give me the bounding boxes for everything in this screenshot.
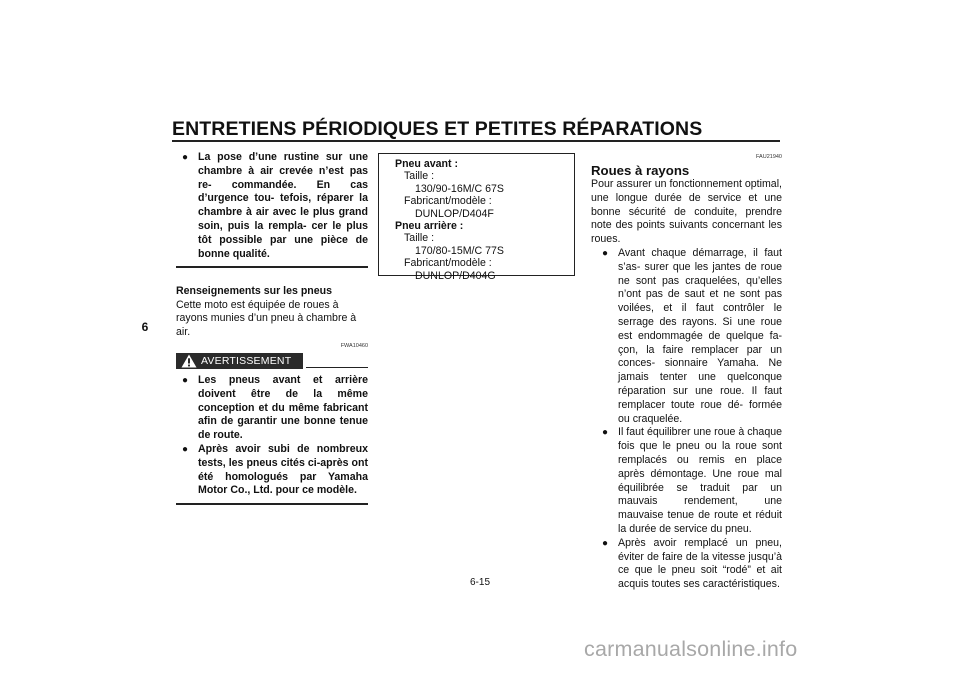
left-column — [176, 151, 368, 505]
list-item: ● La pose d’une rustine sur une chambre à air crevée n’est pas re- commandée. En cas d’urgence tou- tefois, réparer la chambre à air avec le plus grand soin, puis la rempla- cer le plus tôt possible par une pièce de bonne qualité. — [182, 151, 368, 260]
front-maker-value: DUNLOP/D404F — [415, 207, 494, 220]
rear-maker-value: DUNLOP/D404G — [415, 269, 496, 282]
divider — [176, 266, 368, 268]
intro-text: Pour assurer un fonctionnement optimal, une longue durée de service et une bonne sécurité de conduite, prendre note des points suivants concernant les roues. — [591, 178, 782, 246]
watermark: carmanualsonline.info — [584, 637, 798, 661]
rear-maker-label: Fabricant/modèle : — [404, 257, 492, 270]
page-title: ENTRETIENS PÉRIODIQUES ET PETITES RÉPARATIONS — [172, 118, 703, 140]
tire-spec-box — [378, 153, 575, 282]
front-maker-label: Fabricant/modèle : — [404, 195, 492, 208]
rear-size-label: Taille : — [404, 232, 435, 245]
bullet-icon: ● — [182, 375, 189, 387]
bullet-icon: ● — [182, 444, 189, 456]
warning-badge: AVERTISSEMENT — [176, 353, 303, 369]
list-item: ● Avant chaque démarrage, il faut s’as- surer que les jantes de roue ne sont pas craquelées, qu’elles n’ont pas de saut et ne sont pas voilées, et il faut contrôler le serrage des rayons. Si une roue est endommagée de quelque fa- çon, la faire remplacer par un conces- sionnaire Yamaha. Ne jamais tenter une quelconque réparation sur une roue. Il faut remplacer toute roue dé- formée ou craquelée. — [602, 246, 782, 425]
rear-size-value: 170/80-15M/C 77S — [415, 244, 504, 257]
divider — [176, 503, 368, 505]
warning-code: FWA10460 — [340, 343, 368, 350]
list-item: ● Après avoir subi de nombreux tests, les pneus cités ci-après ont été homologués par Yamaha Motor Co., Ltd. pour ce modèle. — [182, 443, 368, 497]
bullet-icon: ● — [182, 152, 189, 163]
warning-header — [176, 353, 368, 369]
list-item: ● Il faut équilibrer une roue à chaque fois que le pneu ou la roue sont remplacés ou remis en place après démontage. Une roue mal équilibrée se traduit par un mauvais rendement, une mauvaise tenue de route et réduit la durée de service du pneu. — [602, 426, 782, 535]
warning-rule — [306, 367, 368, 369]
rear-tire-label: Pneu arrière : — [395, 220, 464, 233]
right-column — [591, 153, 782, 592]
bullet-icon: ● — [602, 427, 609, 439]
list-item: ● Après avoir remplacé un pneu, éviter de faire de la vitesse jusqu’à ce que le pneu soit “rodé” et ait acquis toutes ses caractéristiques. — [602, 536, 782, 591]
section-code: FAU21940 — [756, 154, 782, 160]
front-tire-label: Pneu avant : — [395, 158, 458, 170]
chapter-number: 6 — [141, 320, 149, 334]
section-title: Roues à rayons — [591, 163, 690, 178]
section-text: Cette moto est équipée de roues à rayons munies d’un pneu à chambre à air. — [176, 298, 357, 339]
warning-triangle-icon — [181, 354, 197, 368]
front-size-value: 130/90-16M/C 67S — [415, 182, 504, 195]
front-size-label: Taille : — [404, 170, 435, 183]
section-heading: Renseignements sur les pneus — [176, 284, 333, 297]
page-number: 6-15 — [469, 577, 490, 588]
list-item: ● Les pneus avant et arrière doivent être de la même conception et du même fabricant afin de garantir une bonne tenue de route. — [182, 374, 368, 442]
bullet-icon: ● — [602, 537, 609, 549]
title-rule — [172, 140, 780, 142]
bullet-icon: ● — [602, 247, 609, 259]
